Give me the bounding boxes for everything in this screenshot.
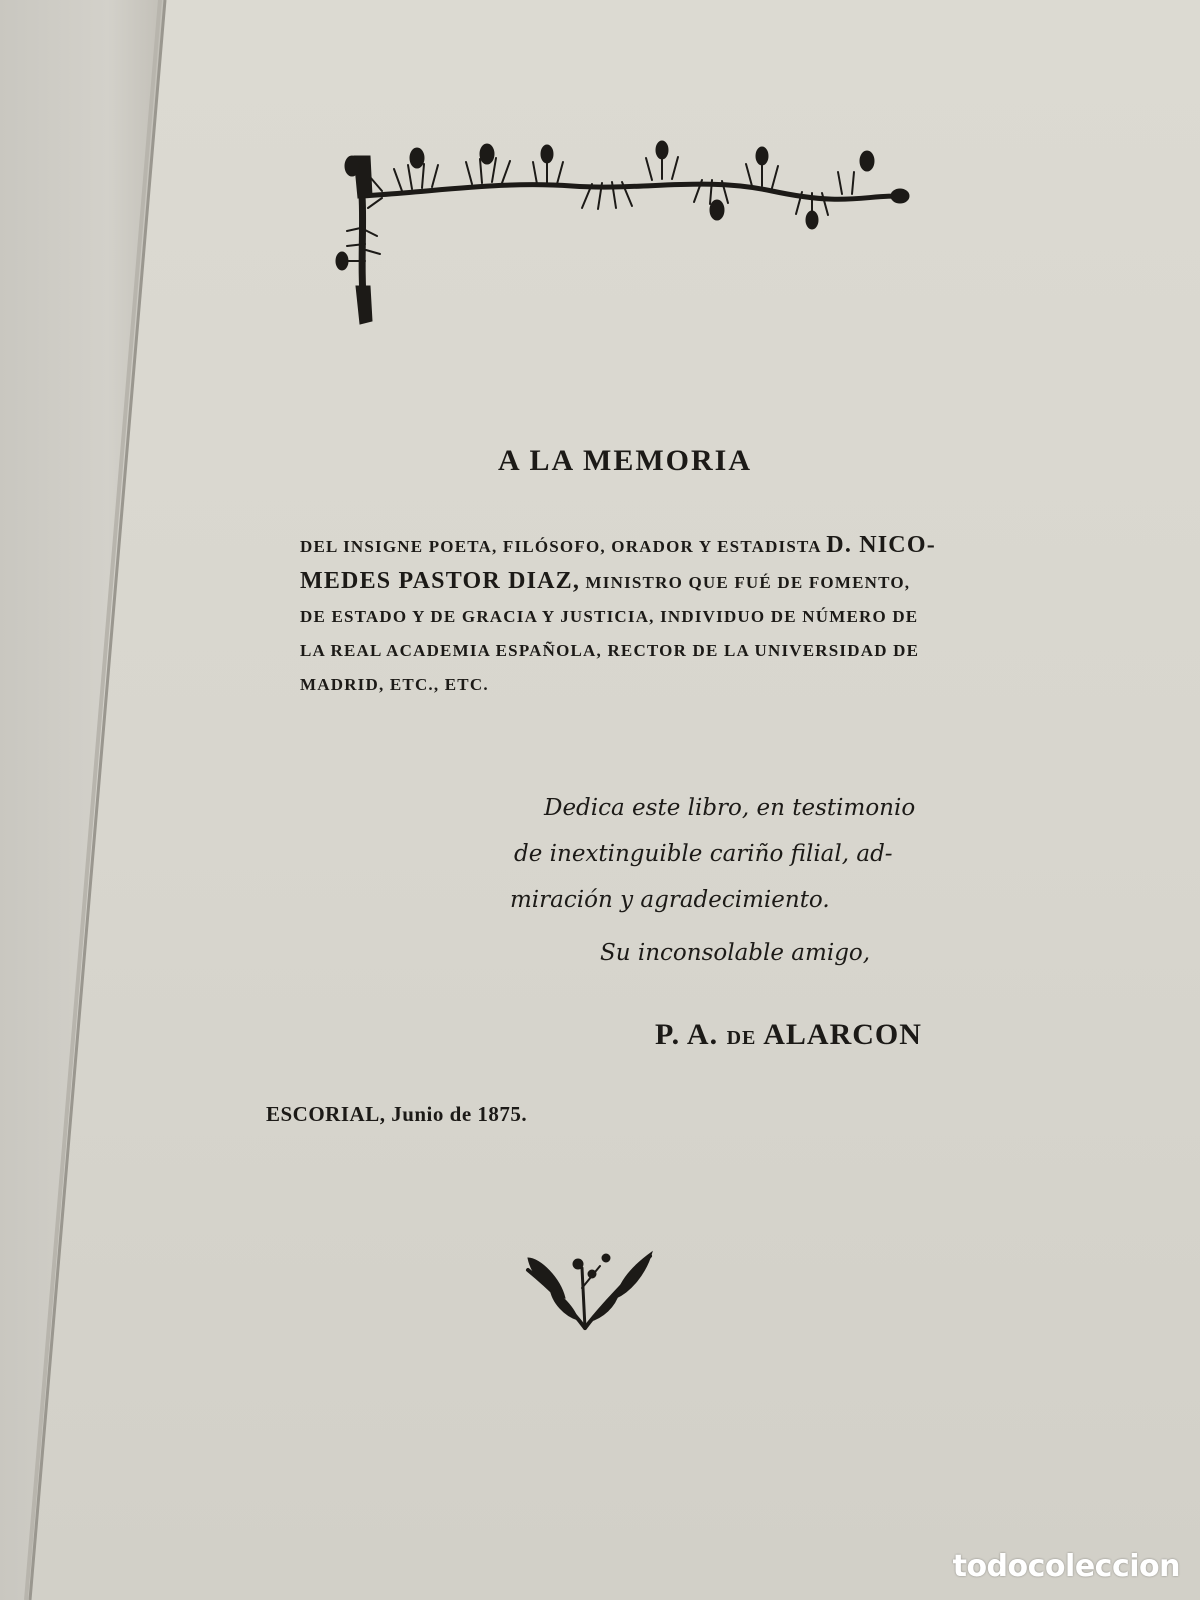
dedication-text <box>500 785 980 923</box>
date: Junio de 1875. <box>391 1102 528 1126</box>
memorial-text <box>300 528 980 702</box>
dedication-line: de inextinguible cariño filial, ad- <box>514 841 893 867</box>
signoff: Su inconsolable amigo, <box>600 940 871 966</box>
memorial-line: DEL INSIGNE POETA, FILÓSOFO, ORADOR Y ESTADISTA D. NICO- <box>300 532 936 558</box>
pine-branch-corner-icon <box>322 136 922 336</box>
memorial-line: LA REAL ACADEMIA ESPAÑOLA, RECTOR DE LA UNIVERSIDAD DE <box>300 641 920 660</box>
place: ESCORIAL, <box>266 1102 386 1126</box>
place-and-date <box>266 1102 527 1127</box>
author-particle: DE <box>726 1027 757 1049</box>
page-title: A LA MEMORIA <box>497 444 752 477</box>
author-initials: P. A. <box>655 1018 719 1051</box>
memorial-line: MADRID, ETC., ETC. <box>300 675 489 694</box>
author-surname: ALARCON <box>763 1018 922 1051</box>
watermark: todocoleccion <box>952 1549 1180 1584</box>
laurel-sprig-icon <box>520 1248 660 1333</box>
memorial-line: DE ESTADO Y DE GRACIA Y JUSTICIA, INDIVIDUO DE NÚMERO DE <box>300 607 919 626</box>
dedication-line: Dedica este libro, en testimonio <box>544 795 916 821</box>
memorial-line: MEDES PASTOR DIAZ, MINISTRO QUE FUÉ DE FOMENTO, <box>300 568 911 594</box>
dedication-line: miración y agradecimiento. <box>510 887 830 913</box>
author-signature <box>655 1018 922 1052</box>
